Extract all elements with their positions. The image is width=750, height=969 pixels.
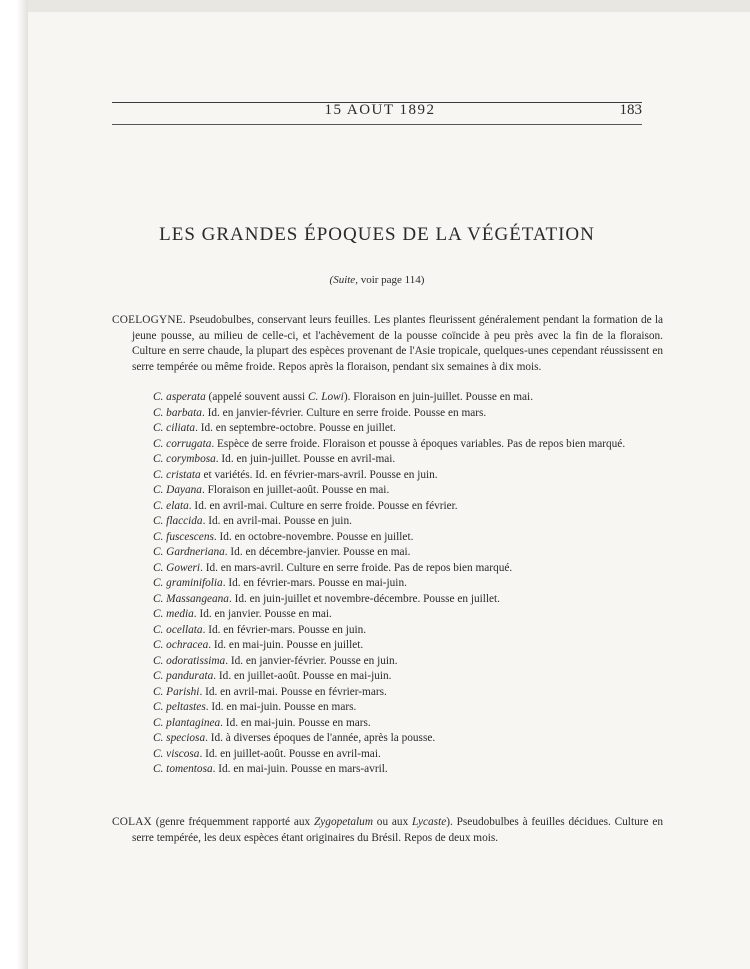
species-text: . Id. en juillet-août. Pousse en avril-mai. [199, 747, 381, 760]
species-text: . Id. en juillet-août. Pousse en mai-juin. [213, 670, 392, 682]
header-rule [112, 124, 642, 125]
genus-name: COLAX [112, 816, 152, 828]
list-item [153, 390, 643, 406]
genus-reference-1: Zygopetalum [314, 816, 373, 828]
species-name: C. fuscescens [153, 530, 214, 543]
list-item [153, 762, 643, 778]
list-item [153, 623, 643, 639]
species-text: . Id. en avril-mai. Pousse en février-mars. [199, 685, 387, 698]
list-item [153, 592, 643, 608]
species-name: C. Dayana [153, 484, 202, 496]
genus-description: Pseudobulbes, conservant leurs feuilles. Les plantes fleurissent généralement pendant la formation de la jeune pousse, au milieu de celle-ci, et l'achèvement de la pousse coïncide à peu près avec la fin de la floraison. Culture en serre chaude, la plupart des espèces provenant de l'Asie tropicale, quelques-unes cependant réussissent en serre tempérée ou même froide. Repos après la floraison, pendant six semaines à dix mois. [132, 314, 663, 373]
species-name: C. ochracea [153, 639, 209, 651]
species-text: . Id. en avril-mai. Culture en serre froide. Pousse en février. [188, 499, 458, 512]
list-item [153, 700, 643, 716]
list-item [153, 499, 643, 515]
species-name: C. elata [153, 499, 189, 512]
species-name: C. ciliata [153, 422, 196, 434]
genus-reference-2: Lycaste [412, 816, 447, 828]
species-text: . Id. en mai-juin. Pousse en mars-avril. [212, 763, 388, 775]
continuation-note [112, 274, 642, 286]
page-binding-edge [0, 0, 28, 969]
species-list [153, 390, 643, 778]
genus-name: COELOGYNE. [112, 314, 186, 326]
species-text: . Id. en juin-juillet. Pousse en avril-mai. [215, 453, 396, 465]
list-item [153, 638, 643, 654]
species-text: . Id. en octobre-novembre. Pousse en juillet. [213, 530, 414, 543]
species-name: C. corymbosa [153, 453, 216, 465]
species-name: C. flaccida [153, 515, 203, 527]
species-synonym: C. Lowi [308, 391, 344, 403]
list-item [153, 731, 643, 747]
species-text: . Id. en janvier. Pousse en mai. [193, 608, 332, 620]
species-name: C. peltastes [153, 701, 206, 713]
species-text: . Id. en septembre-octobre. Pousse en juillet. [195, 422, 396, 434]
species-text: (appelé souvent aussi [205, 391, 309, 403]
species-name: C. speciosa [153, 732, 206, 744]
genus-description-2: ou aux [373, 816, 413, 828]
list-item [153, 716, 643, 732]
page-number: 183 [619, 102, 642, 118]
list-item [153, 561, 643, 577]
list-item [153, 530, 643, 546]
species-text: . Id. en juin-juillet et novembre-décembre. Pousse en juillet. [228, 592, 501, 605]
running-header-date: 15 AOUT 1892 [324, 102, 436, 118]
list-item [153, 406, 643, 422]
genus-description: (genre fréquemment rapporté aux [151, 816, 314, 828]
species-text-2: ). Floraison en juin-juillet. Pousse en mai. [343, 391, 534, 403]
species-text: . Id. en février-mars. Pousse en juin. [202, 623, 367, 636]
list-item [153, 452, 643, 468]
species-name: C. Massangeana [153, 592, 229, 605]
genus-description-3: ). Pseudobulbes à feuilles décidues. Culture en serre tempérée, les deux espèces étant originaires du Brésil. Repos de deux mois. [132, 816, 663, 844]
species-name: C. cristata [153, 468, 201, 481]
list-item [153, 747, 643, 763]
species-name: C. Goweri [153, 561, 201, 574]
species-text: . Floraison en juillet-août. Pousse en mai. [201, 484, 390, 496]
continuation-note-rest: voir page 114) [357, 274, 425, 286]
list-item [153, 514, 643, 530]
species-name: C. viscosa [153, 747, 200, 760]
species-name: C. Parishi [153, 685, 200, 698]
list-item [153, 483, 643, 499]
species-text: . Id. en mars-avril. Culture en serre froide. Pas de repos bien marqué. [200, 561, 513, 574]
species-name: C. pandurata [153, 670, 214, 682]
species-name: C. odoratissima [153, 654, 226, 667]
species-text: . Id. en mai-juin. Pousse en mars. [220, 716, 371, 729]
species-text: . Id. en avril-mai. Pousse en juin. [202, 515, 352, 527]
continuation-note-italic: (Suite, [329, 274, 358, 286]
species-name: C. corrugata [153, 437, 212, 450]
article-title: LES GRANDES ÉPOQUES DE LA VÉGÉTATION [159, 224, 595, 245]
species-text: . Id. en janvier-février. Culture en serre froide. Pousse en mars. [201, 406, 487, 419]
species-name: C. tomentosa [153, 763, 213, 775]
list-item [153, 576, 643, 592]
list-item [153, 669, 643, 685]
species-text: . Id. en février-mars. Pousse en mai-juin. [222, 577, 407, 589]
species-text: et variétés. Id. en février-mars-avril. Pousse en juin. [200, 468, 438, 481]
species-name: C. media [153, 608, 194, 620]
list-item [153, 685, 643, 701]
species-text: . Id. en janvier-février. Pousse en juin. [225, 654, 398, 667]
species-name: C. graminifolia [153, 577, 223, 589]
list-item [153, 468, 643, 484]
list-item [153, 421, 643, 437]
species-text: . Id. en décembre-janvier. Pousse en mai. [224, 546, 411, 558]
species-name: C. asperata [153, 391, 206, 403]
species-name: C. plantaginea [153, 716, 221, 729]
genus-paragraph-colax [112, 815, 663, 846]
list-item [153, 437, 643, 453]
species-text: . Id. à diverses époques de l'année, après la pousse. [205, 732, 436, 744]
species-text: . Id. en mai-juin. Pousse en mars. [205, 701, 357, 713]
list-item [153, 654, 643, 670]
list-item [153, 607, 643, 623]
species-name: C. Gardneriana [153, 546, 225, 558]
species-text: . Espèce de serre froide. Floraison et pousse à époques variables. Pas de repos bien marqué. [211, 437, 626, 450]
species-name: C. barbata [153, 406, 202, 419]
species-name: C. ocellata [153, 623, 203, 636]
species-text: . Id. en mai-juin. Pousse en juillet. [208, 639, 364, 651]
genus-paragraph-coelogyne [112, 313, 663, 375]
list-item [153, 545, 643, 561]
